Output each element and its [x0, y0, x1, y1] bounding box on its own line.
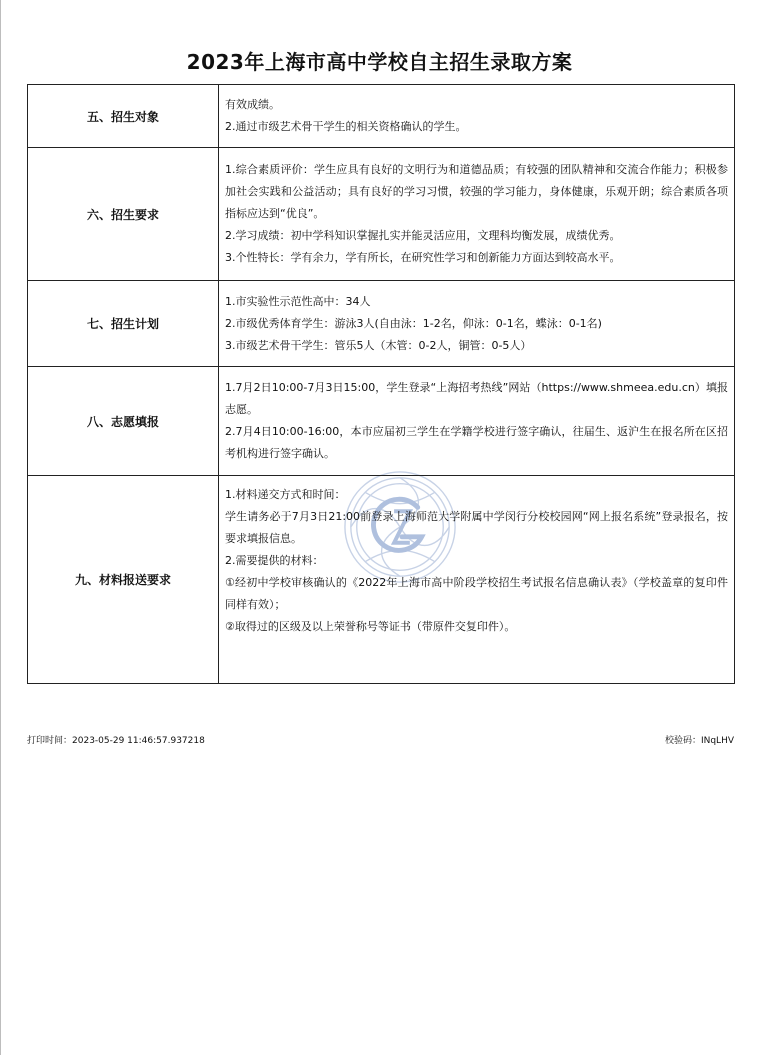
content-line: 学生请务必于7月3日21:00前登录上海师范大学附属中学闵行分校校园网“网上报名系统”登录报名，按要求填报信息。 [225, 510, 728, 545]
section-content [219, 281, 735, 367]
enrollment-plan-table [27, 84, 735, 684]
content-line: 有效成绩。 [225, 98, 280, 111]
print-time-value: 2023-05-29 11:46:57.937218 [72, 736, 205, 746]
content-line: 1.材料递交方式和时间： [225, 488, 346, 501]
content-line: 3.个性特长：学有余力，学有所长，在研究性学习和创新能力方面达到较高水平。 [225, 251, 621, 264]
verification-code [665, 733, 734, 746]
content-line: ①经初中学校审核确认的《2022年上海市高中阶段学校招生考试报名信息确认表》（学校盖章的复印件同样有效）； [225, 576, 728, 611]
table-row [28, 85, 735, 148]
content-line: 1.7月2日10:00-7月3日15:00，学生登录“上海招考热线”网站（https://www.shmeea.edu.cn）填报志愿。 [225, 381, 728, 416]
table-row [28, 476, 735, 684]
content-line: ②取得过的区级及以上荣誉称号等证书（带原件交复印件）。 [225, 620, 516, 633]
print-time-label: 打印时间： [27, 736, 73, 746]
section-content [219, 367, 735, 476]
section-content [219, 476, 735, 684]
table-row [28, 281, 735, 367]
page-title: 2023年上海市高中学校自主招生录取方案 [186, 50, 573, 74]
content-line: 2.7月4日10:00-16:00，本市应届初三学生在学籍学校进行签字确认，往届生、返沪生在报名所在区招考机构进行签字确认。 [225, 425, 728, 460]
content-line: 1.综合素质评价：学生应具有良好的文明行为和道德品质；有较强的团队精神和交流合作能力；积极参加社会实践和公益活动；具有良好的学习习惯，较强的学习能力，身体健康，乐观开朗；综合素质各项指标应达到“优良”。 [225, 163, 728, 220]
code-value: INqLHV [700, 736, 734, 746]
section-content [219, 148, 735, 281]
print-time [27, 733, 205, 746]
section-label: 八、志愿填报 [28, 367, 219, 476]
section-label: 五、招生对象 [28, 85, 219, 148]
section-label: 七、招生计划 [28, 281, 219, 367]
section-label: 九、材料报送要求 [28, 476, 219, 684]
table-row [28, 367, 735, 476]
content-line: 2.需要提供的材料： [225, 554, 324, 567]
code-label: 校验码： [664, 736, 701, 746]
content-line: 2.学习成绩：初中学科知识掌握扎实并能灵活应用，文理科均衡发展，成绩优秀。 [225, 229, 621, 242]
section-content [219, 85, 735, 148]
content-line: 1.市实验性示范性高中：34人 [225, 294, 371, 308]
section-label: 六、招生要求 [28, 148, 219, 281]
table-row [28, 148, 735, 281]
content-line: 2.市级优秀体育学生：游泳3人(自由泳：1-2名，仰泳：0-1名，蝶泳：0-1名) [225, 316, 602, 330]
content-line: 3.市级艺术骨干学生：管乐5人（木管：0-2人，铜管：0-5人） [225, 338, 532, 352]
content-line: 2.通过市级艺术骨干学生的相关资格确认的学生。 [225, 120, 467, 133]
